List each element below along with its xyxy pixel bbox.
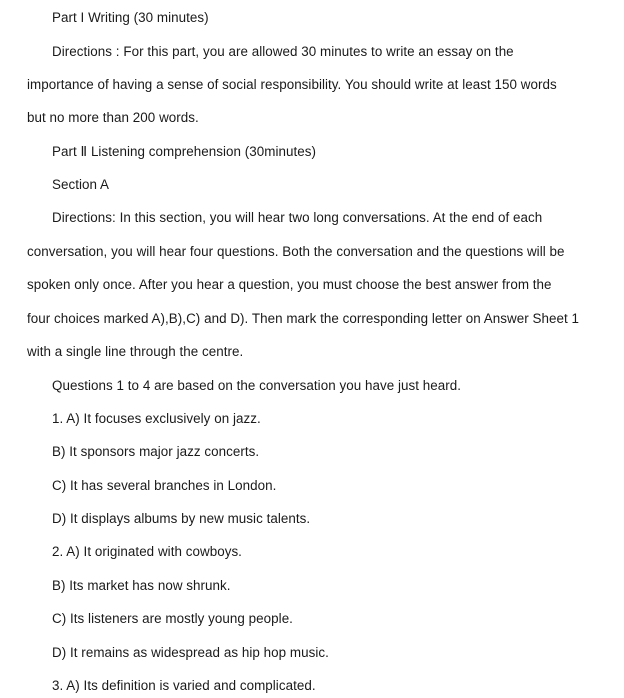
section-a-directions-line-2: conversation, you will hear four questions. Both the conversation and the questions will be <box>27 244 565 259</box>
section-a-directions-line-5: with a single line through the centre. <box>27 344 244 359</box>
part2-heading: Part Ⅱ Listening comprehension (30minutes) <box>52 144 316 159</box>
questions-intro: Questions 1 to 4 are based on the conversation you have just heard. <box>52 378 462 393</box>
question-1-option-c: C) It has several branches in London. <box>52 478 277 493</box>
question-1-option-a: 1. A) It focuses exclusively on jazz. <box>52 411 261 426</box>
question-1-option-b: B) It sponsors major jazz concerts. <box>52 444 260 459</box>
section-a-directions-line-3: spoken only once. After you hear a question, you must choose the best answer from the <box>27 277 552 292</box>
section-a-directions-line-4: four choices marked A),B),C) and D). Then mark the corresponding letter on Answer Sheet 1 <box>27 311 579 326</box>
part1-heading: Part I Writing (30 minutes) <box>52 10 209 25</box>
section-a-directions-line-1: Directions: In this section, you will hear two long conversations. At the end of each <box>52 210 543 225</box>
question-2-option-d: D) It remains as widespread as hip hop music. <box>52 645 329 660</box>
part1-directions-line-1: Directions : For this part, you are allowed 30 minutes to write an essay on the <box>52 44 514 59</box>
question-2-option-b: B) Its market has now shrunk. <box>52 578 231 593</box>
part1-directions-line-3: but no more than 200 words. <box>27 110 199 125</box>
part1-directions-line-2: importance of having a sense of social responsibility. You should write at least 150 words <box>27 77 557 92</box>
question-1-option-d: D) It displays albums by new music talents. <box>52 511 311 526</box>
question-3-option-a: 3. A) Its definition is varied and complicated. <box>52 678 316 693</box>
question-2-option-a: 2. A) It originated with cowboys. <box>52 544 242 559</box>
section-a-heading: Section A <box>52 177 110 192</box>
question-2-option-c: C) Its listeners are mostly young people. <box>52 611 293 626</box>
